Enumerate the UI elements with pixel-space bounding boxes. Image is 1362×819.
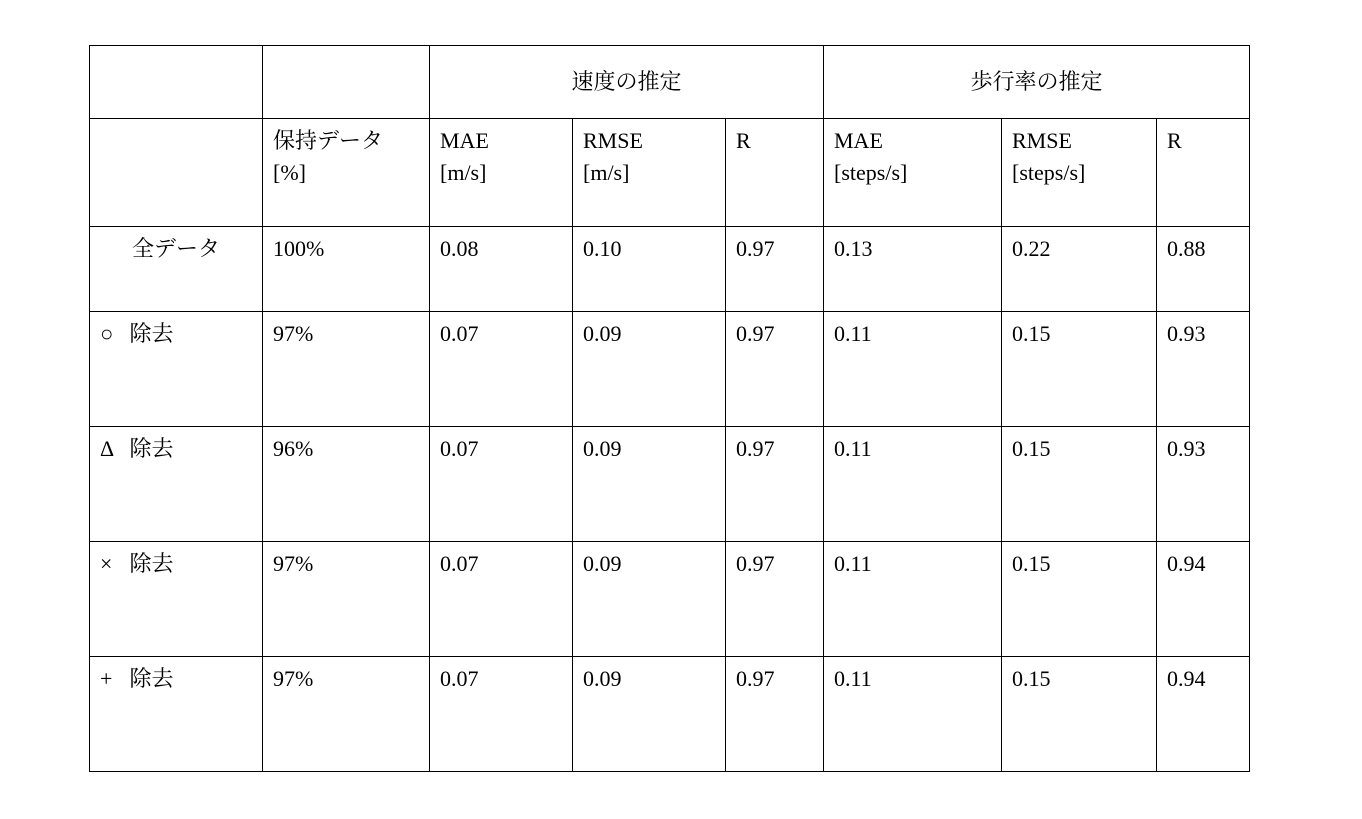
table-group-header-row bbox=[90, 46, 1250, 119]
row-label-circle-removed bbox=[90, 312, 263, 427]
sub-header-speed-mae-text: MAE bbox=[440, 128, 489, 153]
row-label-triangle-removed bbox=[90, 427, 263, 542]
sub-header-speed-r: R bbox=[726, 119, 824, 227]
cell-cadence-r: 0.93 bbox=[1157, 427, 1250, 542]
cell-speed-rmse: 0.09 bbox=[573, 427, 726, 542]
cell-cadence-r: 0.93 bbox=[1157, 312, 1250, 427]
sub-header-retained-data-unit: [%] bbox=[273, 159, 306, 185]
table-row bbox=[90, 312, 1250, 427]
cell-speed-r: 0.97 bbox=[726, 312, 824, 427]
cell-speed-mae: 0.07 bbox=[430, 312, 573, 427]
cell-speed-r: 0.97 bbox=[726, 227, 824, 312]
cell-speed-mae: 0.07 bbox=[430, 657, 573, 772]
group-header-cadence: 歩行率の推定 bbox=[824, 46, 1250, 119]
table-row bbox=[90, 227, 1250, 312]
table-row bbox=[90, 657, 1250, 772]
sub-header-speed-mae-unit: [m/s] bbox=[440, 159, 487, 185]
circle-marker-icon: ○ bbox=[100, 321, 114, 346]
cell-speed-r: 0.97 bbox=[726, 427, 824, 542]
cell-cadence-rmse: 0.15 bbox=[1002, 542, 1157, 657]
sub-header-cadence-mae-unit: [steps/s] bbox=[834, 159, 908, 185]
sub-header-retained-data bbox=[263, 119, 430, 227]
sub-header-cadence-mae-text: MAE bbox=[834, 128, 883, 153]
cell-cadence-mae: 0.11 bbox=[824, 542, 1002, 657]
table-sub-header-row bbox=[90, 119, 1250, 227]
sub-header-speed-rmse bbox=[573, 119, 726, 227]
cell-retained: 97% bbox=[263, 657, 430, 772]
triangle-marker-icon: Δ bbox=[100, 436, 115, 461]
cell-speed-rmse: 0.10 bbox=[573, 227, 726, 312]
sub-header-blank bbox=[90, 119, 263, 227]
cell-speed-mae: 0.08 bbox=[430, 227, 573, 312]
cell-speed-r: 0.97 bbox=[726, 542, 824, 657]
cell-cadence-mae: 0.11 bbox=[824, 657, 1002, 772]
cell-cadence-rmse: 0.15 bbox=[1002, 657, 1157, 772]
sub-header-cadence-rmse-text: RMSE bbox=[1012, 128, 1072, 153]
cross-marker-icon: × bbox=[100, 551, 113, 576]
sub-header-speed-rmse-text: RMSE bbox=[583, 128, 643, 153]
cell-speed-mae: 0.07 bbox=[430, 542, 573, 657]
group-header-speed: 速度の推定 bbox=[430, 46, 824, 119]
cell-retained: 97% bbox=[263, 542, 430, 657]
cell-speed-rmse: 0.09 bbox=[573, 312, 726, 427]
plus-marker-icon: + bbox=[100, 666, 113, 691]
cell-cadence-r: 0.94 bbox=[1157, 542, 1250, 657]
cell-cadence-mae: 0.13 bbox=[824, 227, 1002, 312]
cell-cadence-mae: 0.11 bbox=[824, 427, 1002, 542]
cell-cadence-rmse: 0.22 bbox=[1002, 227, 1157, 312]
cell-retained: 97% bbox=[263, 312, 430, 427]
row-label-plus-removed bbox=[90, 657, 263, 772]
results-table bbox=[89, 45, 1250, 772]
cell-cadence-mae: 0.11 bbox=[824, 312, 1002, 427]
cell-speed-mae: 0.07 bbox=[430, 427, 573, 542]
cell-cadence-rmse: 0.15 bbox=[1002, 312, 1157, 427]
cell-speed-r: 0.97 bbox=[726, 657, 824, 772]
sub-header-speed-mae bbox=[430, 119, 573, 227]
row-label-text: 除去 bbox=[129, 436, 174, 461]
sub-header-cadence-mae bbox=[824, 119, 1002, 227]
row-label-text: 除去 bbox=[129, 551, 174, 576]
cell-cadence-r: 0.88 bbox=[1157, 227, 1250, 312]
cell-retained: 100% bbox=[263, 227, 430, 312]
sub-header-cadence-rmse-unit: [steps/s] bbox=[1012, 159, 1086, 185]
cell-cadence-rmse: 0.15 bbox=[1002, 427, 1157, 542]
cell-speed-rmse: 0.09 bbox=[573, 657, 726, 772]
cell-retained: 96% bbox=[263, 427, 430, 542]
cell-cadence-r: 0.94 bbox=[1157, 657, 1250, 772]
group-header-blank-1 bbox=[90, 46, 263, 119]
row-label-text: 除去 bbox=[129, 321, 174, 346]
cell-speed-rmse: 0.09 bbox=[573, 542, 726, 657]
sub-header-cadence-rmse bbox=[1002, 119, 1157, 227]
row-label-all-data: 全データ bbox=[90, 227, 263, 312]
sub-header-retained-data-text: 保持データ bbox=[273, 128, 384, 153]
group-header-blank-2 bbox=[263, 46, 430, 119]
table-row bbox=[90, 427, 1250, 542]
row-label-text: 除去 bbox=[129, 666, 174, 691]
row-label-cross-removed bbox=[90, 542, 263, 657]
sub-header-speed-rmse-unit: [m/s] bbox=[583, 159, 630, 185]
table-row bbox=[90, 542, 1250, 657]
sub-header-cadence-r: R bbox=[1157, 119, 1250, 227]
